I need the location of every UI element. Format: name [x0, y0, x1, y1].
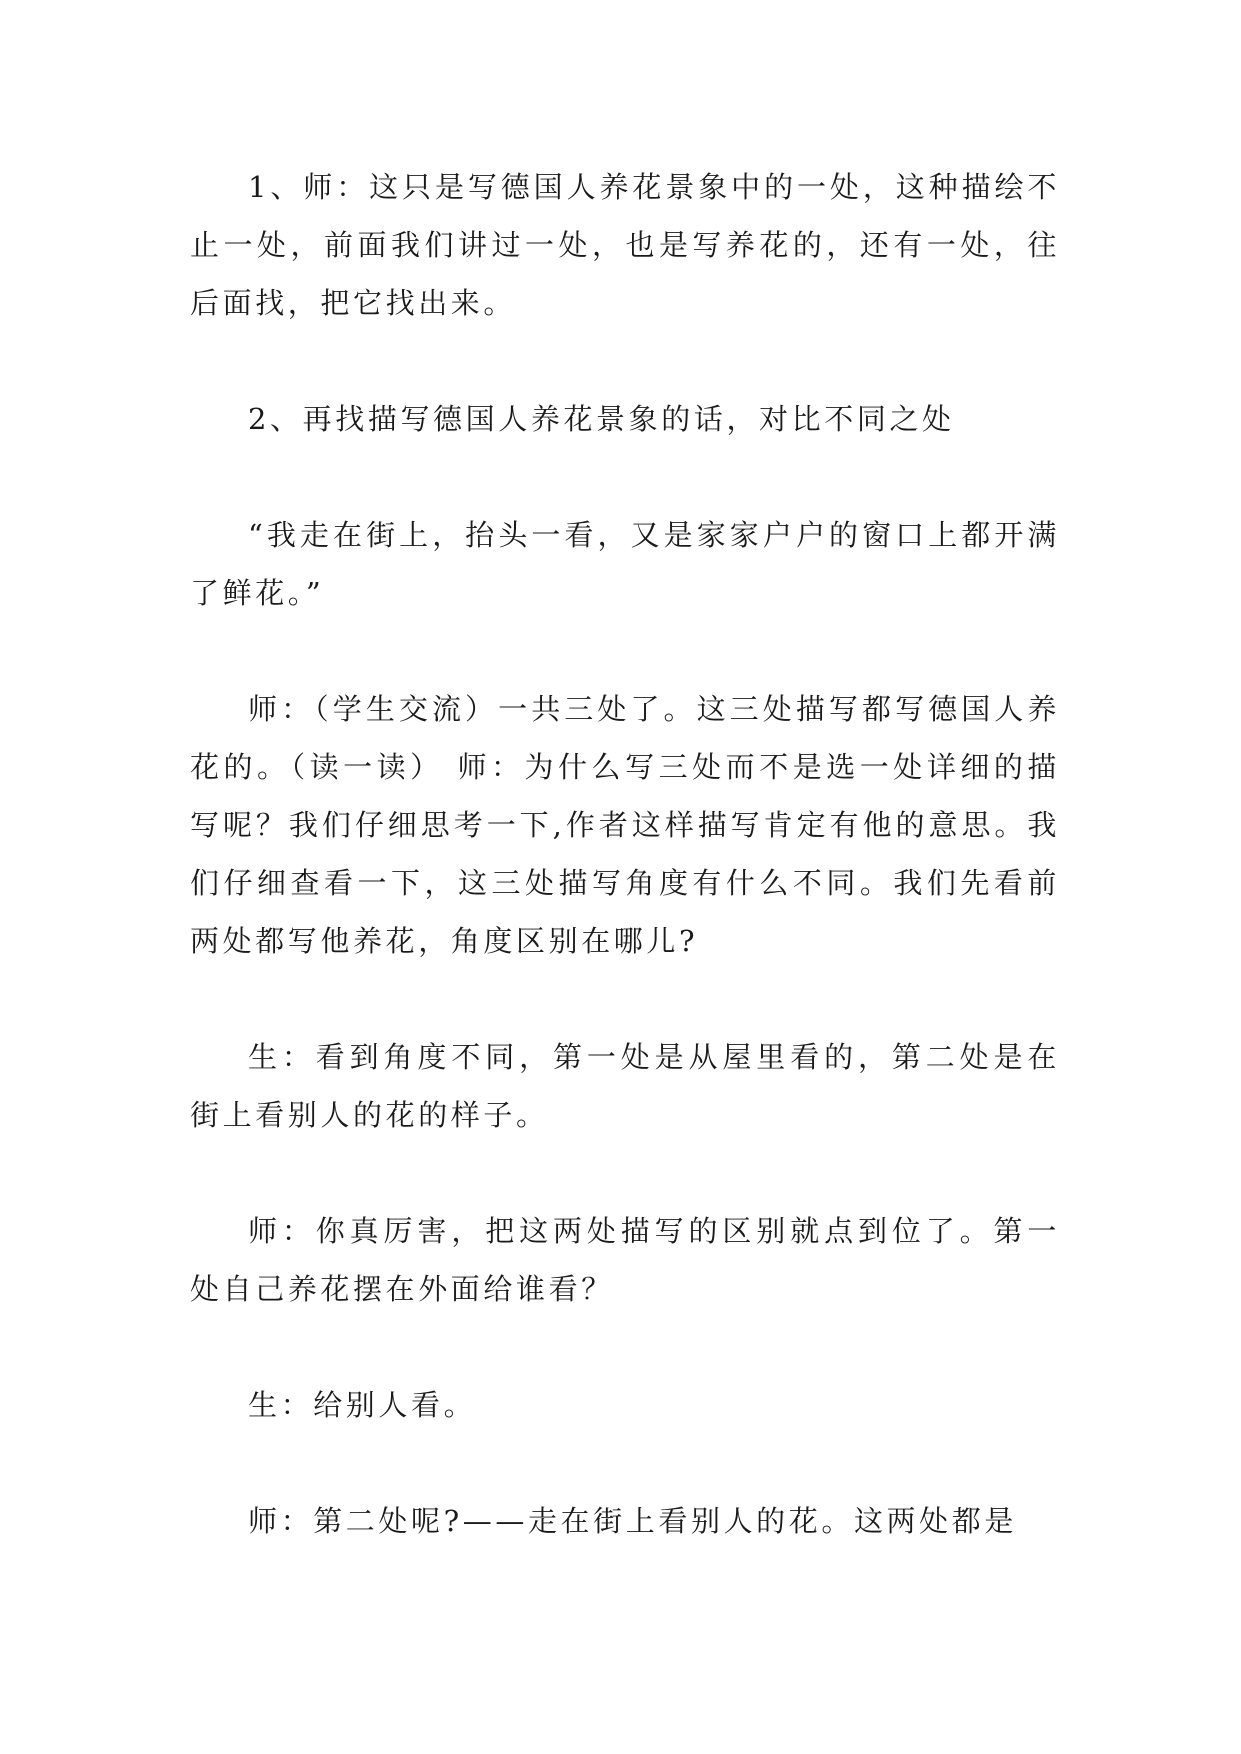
paragraph-5: 生：看到角度不同，第一处是从屋里看的，第二处是在街上看别人的花的样子。 — [190, 1040, 1060, 1132]
paragraph-1: 1、师：这只是写德国人养花景象中的一处，这种描绘不止一处，前面我们讲过一处，也是写养花的，还有一处，往后面找，把它找出来。 — [190, 170, 1060, 320]
document-body — [190, 158, 1060, 1608]
paragraph-7: 生：给别人看。 — [248, 1388, 477, 1422]
paragraph-6: 师：你真厉害，把这两处描写的区别就点到位了。第一处自己养花摆在外面给谁看？ — [190, 1214, 1060, 1306]
paragraph-2: 2、再找描写德国人养花景象的话，对比不同之处 — [248, 402, 955, 436]
paragraph-8: 师：第二处呢?——走在街上看别人的花。这两处都是 — [248, 1504, 1017, 1538]
paragraph-4: 师：（学生交流）一共三处了。这三处描写都写德国人养花的。（读一读） 师：为什么写三处而不是选一处详细的描写呢？我们仔细思考一下,作者这样描写肯定有他的意思。我们仔细查看一下，这三处描写角度有什么不同。我们先看前两处都写他养花，角度区别在哪儿? — [190, 692, 1060, 958]
paragraph-3: “我走在街上，抬头一看，又是家家户户的窗口上都开满了鲜花。” — [190, 518, 1060, 610]
